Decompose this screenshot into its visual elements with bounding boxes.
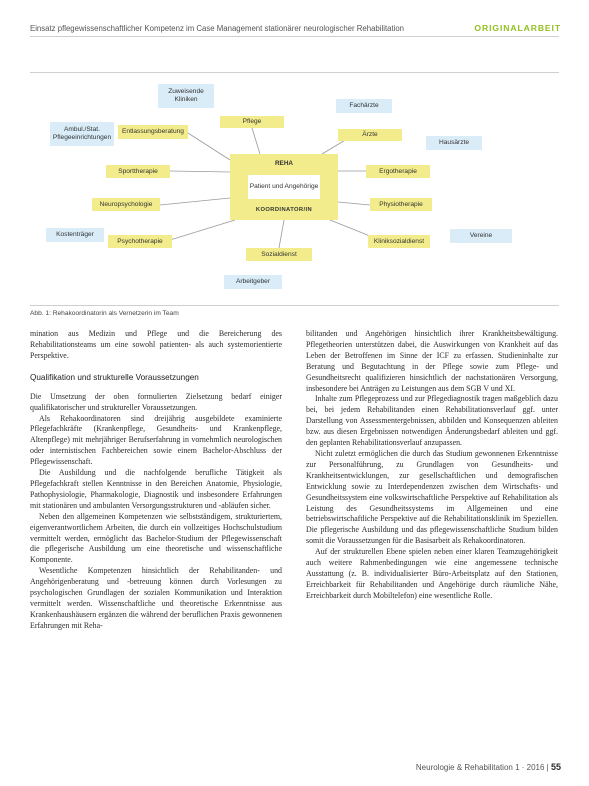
header-rule-bottom: [30, 72, 559, 73]
left-column: [30, 329, 282, 632]
right-paragraph-4: Auf der strukturellen Ebene spielen neben einer klaren Teamzugehörigkeit auch weitere Rahmenbedingungen wie eine angemessene technische Ausstattung (z. B. individualisierter Büro-Arbeitsplatz auf den Stationen, Erreichbarkeit für Rehabilitanden und Angehörige durch räumliche Nähe, Erreichbarkeit durch Mobiltelefon) eine wesentliche Rolle.: [306, 547, 558, 600]
right-paragraph-3: Nicht zuletzt ermöglichen die durch das Studium gewonnenen Erkenntnisse zur Personalführung, zu Grundlagen von Gesundheits- und Krankheitsentwicklungen, zur gesellschaftlichen und demografischen Entwicklung sowie zu Interdependenzen zwischen dem Wirtschafts- und Gesundheitssystem eine volkswirtschaftliche Perspektive auf Rehabilitation als Leistung des Gesundheitssystems im Allgemeinen und eine betriebswirtschaftliche Perspektive auf die Rehabilitationsklinik im Speziellen. Die pflegerische Ausbildung und das pflegewissenschaftliche Studium bilden somit die Voraussetzungen für die Basisarbeit als Rehakoordinatoren.: [306, 448, 558, 546]
node-kostentraeger: Kostenträger: [46, 228, 104, 242]
connector-psycho: [170, 220, 235, 240]
page-footer: [416, 762, 561, 772]
center-label-patient: Patient und Angehörige: [248, 175, 320, 199]
right-column: [306, 329, 558, 602]
section-heading: Qualifikation und strukturelle Voraussetzungen: [30, 372, 199, 382]
center-label-koordinator: KOORDINATOR/IN: [255, 207, 313, 213]
journal-name: Neurologie & Rehabilitation 1 · 2016: [415, 763, 545, 772]
node-zuweisende-kliniken: Zuweisende Kliniken: [158, 84, 214, 108]
node-aerzte: Ärzte: [338, 129, 402, 141]
left-paragraph-6: Wesentliche Kompetenzen hinsichtlich der Rehabilitanden- und Angehörigenberatung und -betreuung können durch Vorlesungen zu psychologischen Grundlagen der sozialen Kommunikation und Interaktion vermittelt werden. Wissenschaftliche und theoretische Erkenntnisse aus Krankenhaushäusern ergänzen die während der beruflichen Praxis gewonnenen Erfahrungen mit Reha-: [30, 566, 282, 630]
connector-sport: [170, 171, 230, 172]
footer-separator: |: [546, 763, 551, 772]
node-entlassungsberatung: Entlassungsberatung: [118, 125, 188, 139]
figure-caption: Abb. 1: Rehakoordinatorin als Vernetzerin im Team: [30, 310, 179, 317]
node-psychotherapie: Psychotherapie: [108, 235, 172, 248]
figure-rule: [30, 305, 559, 306]
node-pflege: Pflege: [220, 116, 284, 128]
left-paragraph-5: Neben den allgemeinen Kompetenzen wie selbstständigem, strukturiertem, eigenverantwortlichem Arbeiten, die durch ein vollzeitiges Hochschulstudium vermittelt werden, ermöglicht das Bachelor-Studium der Pflegewissenschaft die pflegerische Ausbildung um eine theoretische und wissenschaftliche Komponente.: [30, 511, 282, 565]
node-ergotherapie: Ergotherapie: [366, 165, 430, 178]
node-fachaerzte: Fachärzte: [336, 99, 392, 113]
node-vereine: Vereine: [450, 229, 512, 243]
section-label: ORIGINALARBEIT: [474, 23, 561, 33]
node-hausaerzte: Hausärzte: [426, 136, 482, 150]
left-paragraph-3: Als Rehakoordinatoren sind dreijährig ausgebildete examinierte Pflegefachkräfte (Krankenpflege, Gesundheits- und Krankenpflege, Altenpflege) mit mehrjähriger Berufserfahrung in vornehmlich neurologischen oder internistischen Fachbereichen sowie einem Bachelor-Abschluss der Pflegewissenschaft.: [30, 413, 282, 467]
coordination-diagram: [30, 78, 560, 298]
center-box-reha-koordinator: [230, 154, 338, 220]
connector-pflege: [252, 128, 260, 154]
node-kliniksozialdienst: Kliniksozialdienst: [368, 235, 430, 248]
connector-neuro: [160, 198, 230, 205]
node-physiotherapie: Physiotherapie: [370, 198, 432, 211]
node-arbeitgeber: Arbeitgeber: [224, 275, 282, 289]
connector-physio: [338, 202, 370, 205]
node-sporttherapie: Sporttherapie: [106, 165, 170, 178]
header-rule-top: [30, 36, 559, 37]
connector-entlassung: [188, 133, 230, 160]
right-paragraph-2: Inhalte zum Pflegeprozess und zur Pflegediagnostik tragen maßgeblich dazu bei, bei jedem Rehabilitanden einen Rehabilitationsverlauf ggf. unter Darstellung von Assessmentergebnissen, abbilden und Konsequenzen ableiten bzw. aus diesen Ergebnissen notwendigen Änderungsbedarf ableiten und ggf. den geplanten Rehabilitationsverlauf anzupassen.: [306, 394, 558, 448]
connector-sozial: [279, 220, 284, 248]
page-number: 55: [550, 762, 561, 772]
left-paragraph-4: Die Ausbildung und die nachfolgende berufliche Tätigkeit als Pflegefachkraft stellen Kenntnisse in den Bereichen Anatomie, Physiologie, Pathophysiologie, Pharmakologie, Diagnostik und insbesondere Erfahrungen mit stationären und ambulanten Versorgungsstrukturen und -abläufen sicher.: [30, 468, 282, 510]
center-label-reha: REHA: [274, 160, 294, 167]
node-sozialdienst: Sozialdienst: [246, 248, 312, 261]
left-paragraph-2: Die Umsetzung der oben formulierten Zielsetzung bedarf einiger qualifikatorischer und struktureller Voraussetzungen.: [30, 391, 282, 412]
left-paragraph-1: mination aus Medizin und Pflege und die Bereicherung des Rehabilitationsteams um eine sowohl patienten- als auch systemorientierte Perspektive.: [30, 329, 282, 360]
right-paragraph-1: bilitanden und Angehörigen hinsichtlich ihrer Krankheitsbewältigung. Pflegetheorien unterstützen dabei, die Auswirkungen von Krankheit auf das Leben der Betroffenen im Sinne der ICF zu erfassen. Studieninhalte zur Beratung und Begutachtung in der Pflege sowie zum Pflege- und Gesundheitsrecht qualifizieren hinsichtlich der nachstationären Versorgung, insbesondere bei Anträgen zu Leistungen aus dem SGB V und XI.: [306, 329, 558, 393]
running-head: Einsatz pflegewissenschaftlicher Kompetenz im Case Management stationärer neurologischer Rehabilitation: [30, 24, 405, 33]
node-pflegeeinrichtungen: Ambul./Stat. Pflegeeinrichtungen: [50, 122, 114, 146]
node-neuropsychologie: Neuropsychologie: [92, 198, 160, 211]
